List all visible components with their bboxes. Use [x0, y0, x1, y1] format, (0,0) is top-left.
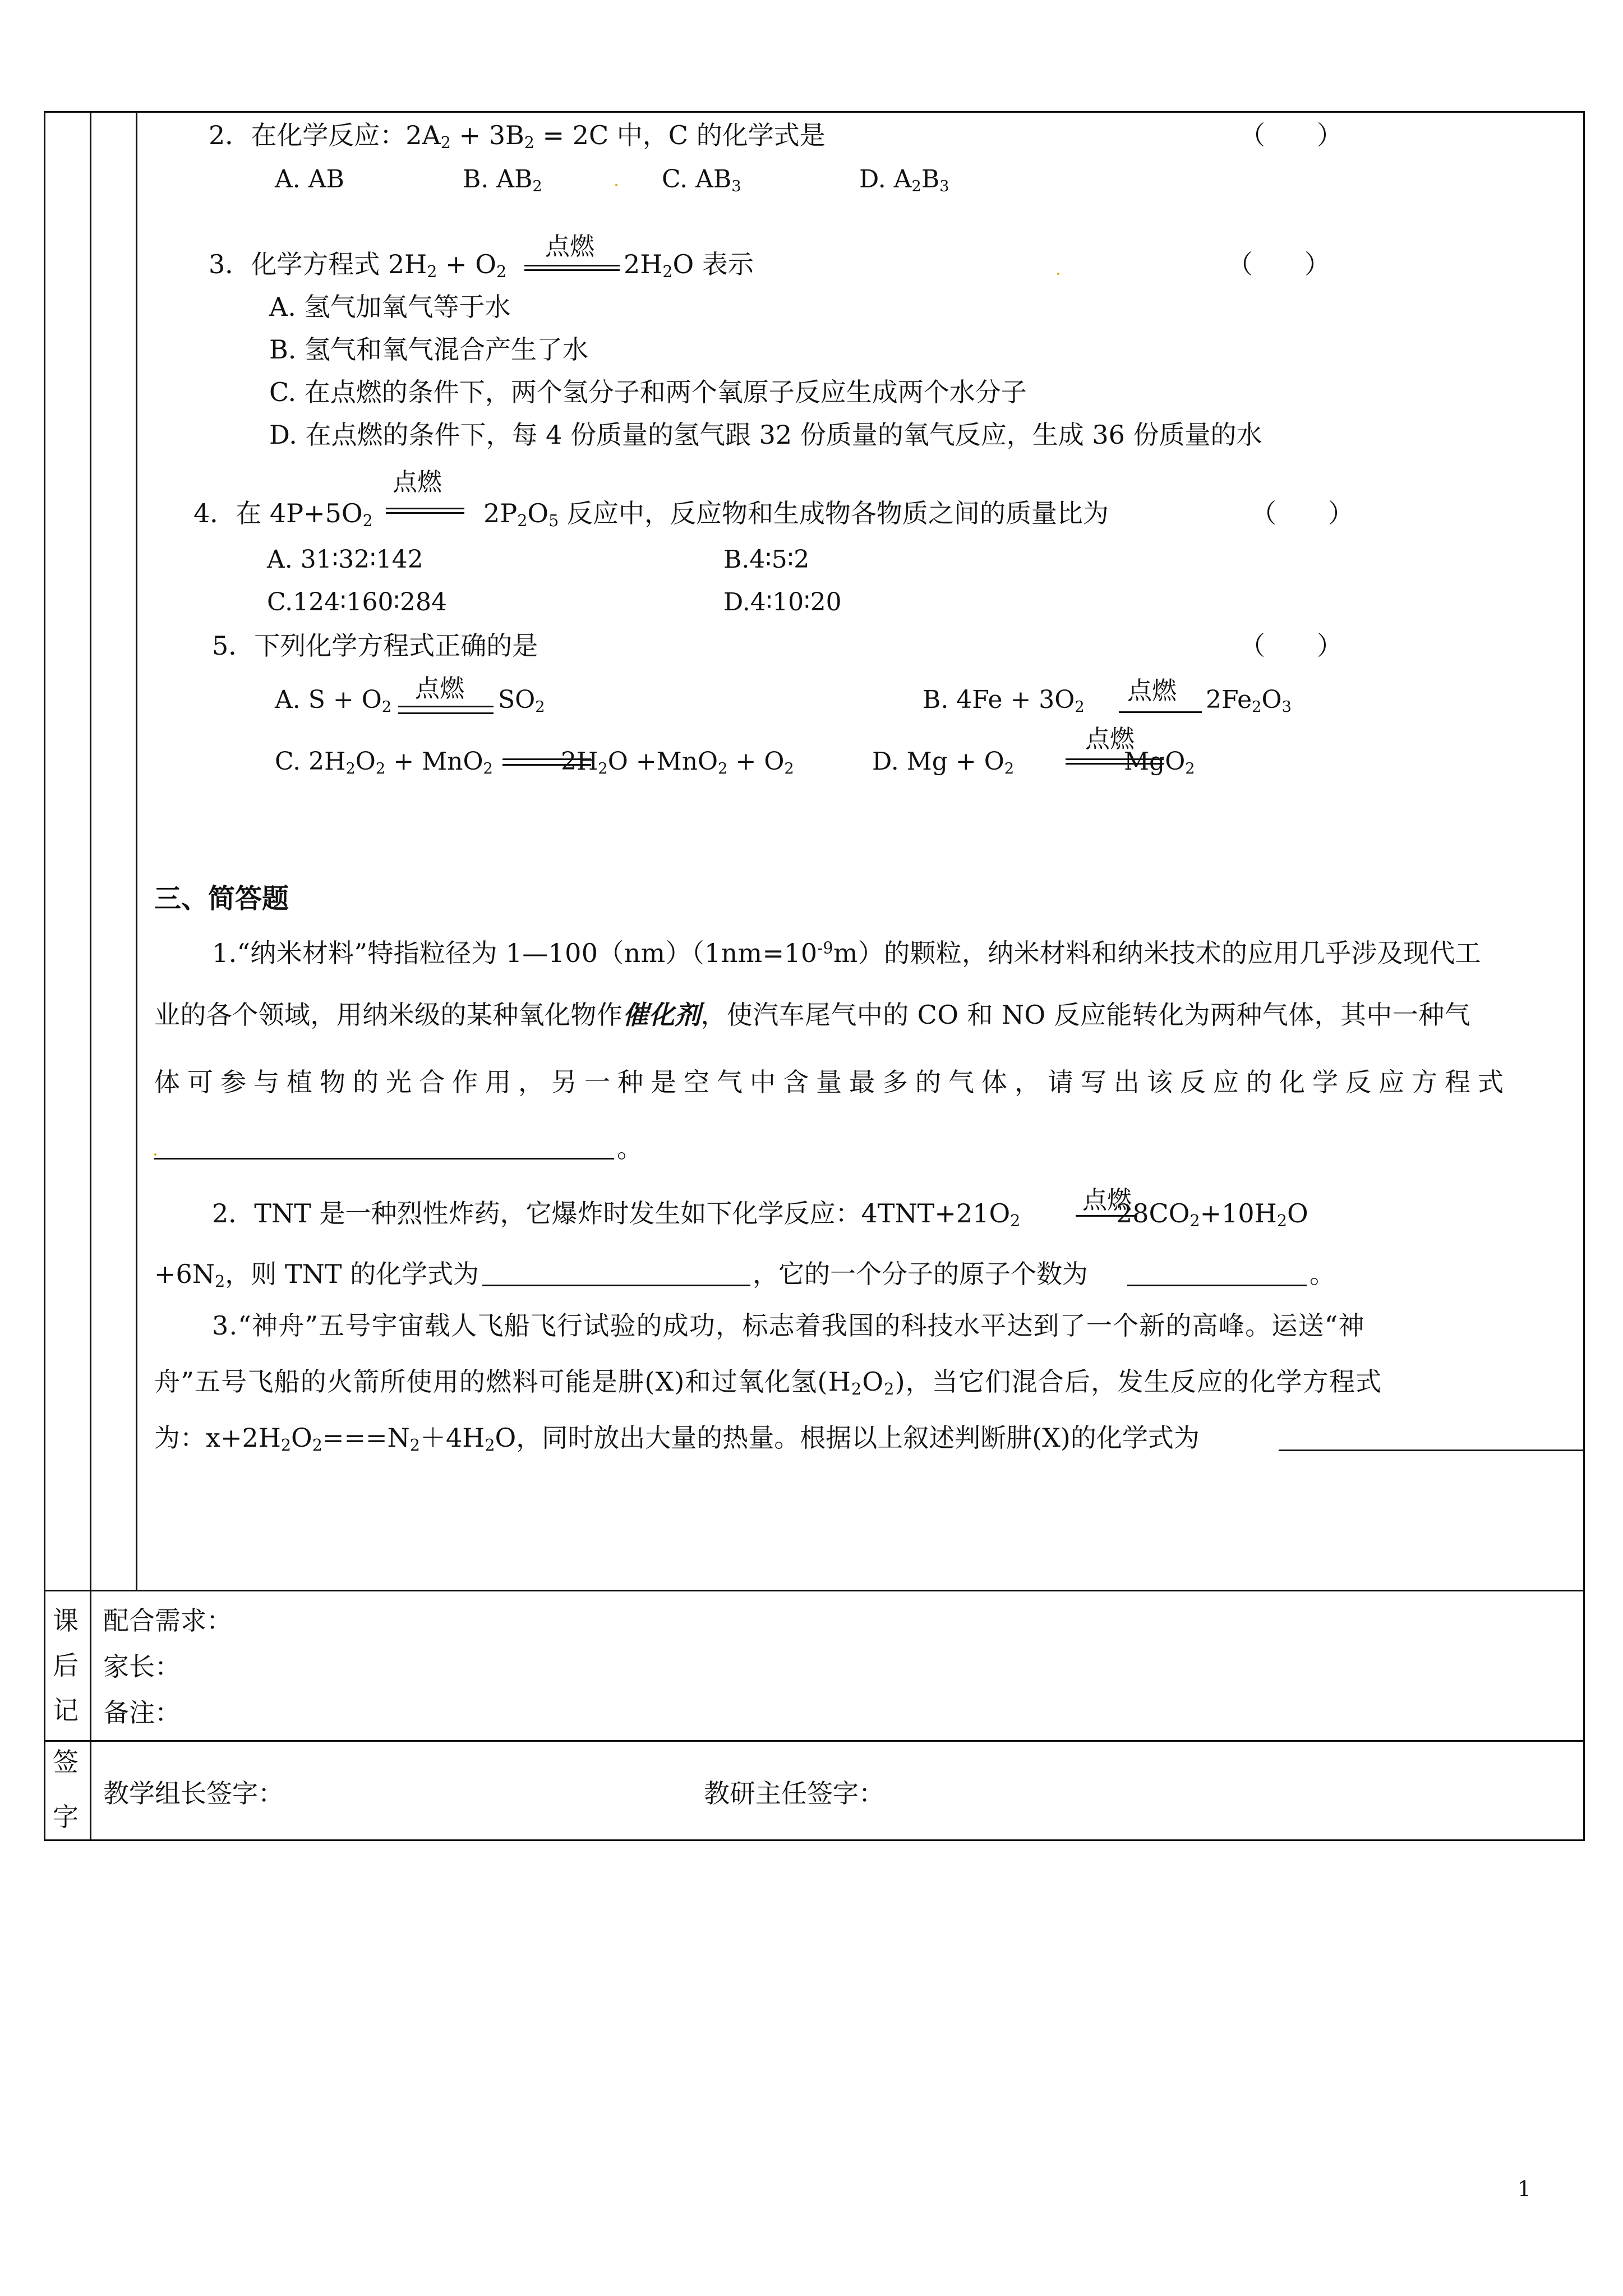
short-answer-2-line-2-c: 。: [1310, 1259, 1335, 1289]
side-label-char: 记: [53, 1695, 79, 1726]
ignition-condition-label: 点燃: [1085, 725, 1135, 753]
short-answer-2-line-2-a: $+6N_2$，则 TNT 的化学式为: [154, 1259, 479, 1291]
question-4-paren: （ ）: [1251, 498, 1354, 528]
section-heading: 三、简答题: [154, 883, 289, 914]
side-label-char: 签: [53, 1747, 79, 1777]
reaction-double-line-bottom: [398, 712, 494, 714]
row-divider-after-class: [44, 1590, 1585, 1591]
table-right-border: [1583, 111, 1585, 1841]
question-5-option-a-left: A. $S + O_2$: [275, 685, 392, 716]
question-3-option-a: A. 氢气加氧气等于水: [269, 292, 511, 322]
question-2-option-b: B. $AB_2$: [463, 165, 542, 195]
reaction-double-line-bottom: [386, 512, 464, 514]
question-4-option-d: D.4∶10∶20: [723, 588, 842, 616]
short-answer-3-line-3: 为：$x+2H_2O_2===N_2+4H_2O$，同时放出大量的热量。根据以上叙述判断肼(X)的化学式为: [154, 1423, 1200, 1455]
question-2-paren: （ ）: [1239, 120, 1343, 150]
question-4-stem-left: 4．在 $4P+5O_2$: [193, 498, 373, 531]
ignition-condition-label: 点燃: [1082, 1186, 1132, 1214]
question-5-option-c-left: C. $2H_2O_2 + MnO_2$: [275, 747, 493, 777]
question-3-option-d: D. 在点燃的条件下，每 4 份质量的氢气跟 32 份质量的氧气反应，生成 36 份质量的水: [269, 420, 1262, 450]
question-2-option-a: A. AB: [275, 165, 344, 194]
answer-blank-1[interactable]: [154, 1158, 614, 1159]
question-3-stem-right: $2H_2O$ 表示: [624, 249, 754, 282]
reaction-underline: [1119, 711, 1202, 713]
remarks-label: 备注：: [103, 1697, 181, 1728]
parent-label: 家长：: [103, 1651, 181, 1682]
question-2-stem: 2．在化学反应：$2A_2 + 3B_2 = 2C$ 中，C 的化学式是: [209, 120, 826, 153]
answer-blank-hydrazine[interactable]: [1279, 1450, 1583, 1451]
table-bottom-border: [44, 1839, 1585, 1841]
column-divider-1: [90, 111, 91, 1841]
question-5-option-d-right: MgO$_2$: [1124, 747, 1195, 777]
ignition-condition-label: 点燃: [393, 468, 442, 496]
question-5-stem: 5．下列化学方程式正确的是: [212, 631, 538, 661]
short-answer-1-end: 。: [617, 1133, 643, 1163]
question-5-paren: （ ）: [1239, 631, 1343, 661]
question-3-option-b: B. 氢气和氧气混合产生了水: [269, 334, 589, 365]
answer-blank-tnt-formula[interactable]: [482, 1285, 750, 1286]
stray-dot: [615, 184, 617, 186]
side-label-char: 后: [53, 1650, 79, 1681]
ignition-condition-label: 点燃: [545, 232, 594, 261]
short-answer-1-line-2: 业的各个领域，用纳米级的某种氧化物作催化剂，使汽车尾气中的 CO 和 NO 反应能转化为两种气体，其中一种气: [154, 1000, 1470, 1030]
reaction-double-line-top: [524, 265, 620, 266]
question-5-option-b-left: B. $4Fe + 3O_2$: [923, 685, 1085, 716]
stray-dot: [154, 1153, 156, 1156]
short-answer-1-line-1: 1.“纳米材料”特指粒径为 $1—100(nm)(1nm=10^{-9}m)$的颗粒，纳米材料和纳米技术的应用几乎涉及现代工: [212, 938, 1481, 968]
teaching-leader-signature-label: 教学组长签字：: [103, 1778, 284, 1809]
ignition-condition-label: 点燃: [1127, 677, 1177, 705]
table-top-border: [44, 111, 1585, 113]
research-director-signature-label: 教研主任签字：: [704, 1778, 884, 1809]
question-2-option-c: C. $AB_3$: [662, 165, 741, 195]
page-number: 1: [1518, 2177, 1532, 2201]
question-5-option-a-right: $SO_2$: [498, 685, 545, 716]
row-divider-signature: [44, 1740, 1585, 1742]
short-answer-1-line-3: 体可参与植物的光合作用，另一种是空气中含量最多的气体，请写出该反应的化学反应方程式: [154, 1067, 1511, 1097]
table-left-border: [44, 111, 45, 1841]
reaction-double-line-top: [398, 706, 494, 707]
question-4-option-b: B.4∶5∶2: [723, 545, 810, 574]
question-2-option-d: D. $A_2B_3$: [859, 165, 949, 195]
side-label-char: 课: [53, 1605, 79, 1636]
short-answer-2-line-1-right: $28CO_2+10H_2O$: [1116, 1198, 1308, 1231]
question-3-option-c: C. 在点燃的条件下，两个氢分子和两个氧原子反应生成两个水分子: [269, 377, 1027, 407]
stray-dot: [1057, 273, 1059, 275]
side-label-char: 字: [53, 1802, 79, 1832]
question-5-option-d-left: D. $Mg + O_2$: [872, 747, 1015, 777]
short-answer-3-line-2: 舟”五号飞船的火箭所使用的燃料可能是肼(X)和过氧化氢$(H_2O_2)$，当它们混合后，发生反应的化学方程式: [154, 1366, 1382, 1399]
short-answer-3-line-1: 3.“神舟”五号宇宙载人飞船飞行试验的成功，标志着我国的科技水平达到了一个新的高峰。运送“神: [212, 1310, 1365, 1341]
column-divider-2: [136, 111, 137, 1590]
ignition-condition-label: 点燃: [415, 674, 464, 703]
question-4-stem-right: $2P_2O_5$ 反应中，反应物和生成物各物质之间的质量比为: [483, 498, 1109, 531]
question-4-option-a: A. 31∶32∶142: [267, 545, 423, 574]
reaction-double-line-top: [386, 508, 464, 509]
short-answer-2-line-1-left: 2．TNT 是一种烈性炸药，它爆炸时发生如下化学反应：$4TNT+21O_2$: [212, 1198, 1021, 1231]
question-3-paren: （ ）: [1227, 249, 1330, 279]
question-5-option-b-right: $2Fe_2O_3$: [1206, 685, 1292, 716]
answer-blank-atom-count[interactable]: [1127, 1285, 1307, 1286]
question-4-option-c: C.124∶160∶284: [267, 588, 447, 616]
coordination-needs-label: 配合需求：: [103, 1605, 232, 1636]
question-5-option-c-right: $2H_2O +MnO_2 + O_2$: [561, 747, 794, 777]
question-3-stem-left: 3．化学方程式 $2H_2 + O_2$: [209, 249, 507, 282]
short-answer-2-line-2-b: ，它的一个分子的原子个数为: [753, 1259, 1088, 1289]
reaction-double-line-bottom: [524, 269, 620, 271]
